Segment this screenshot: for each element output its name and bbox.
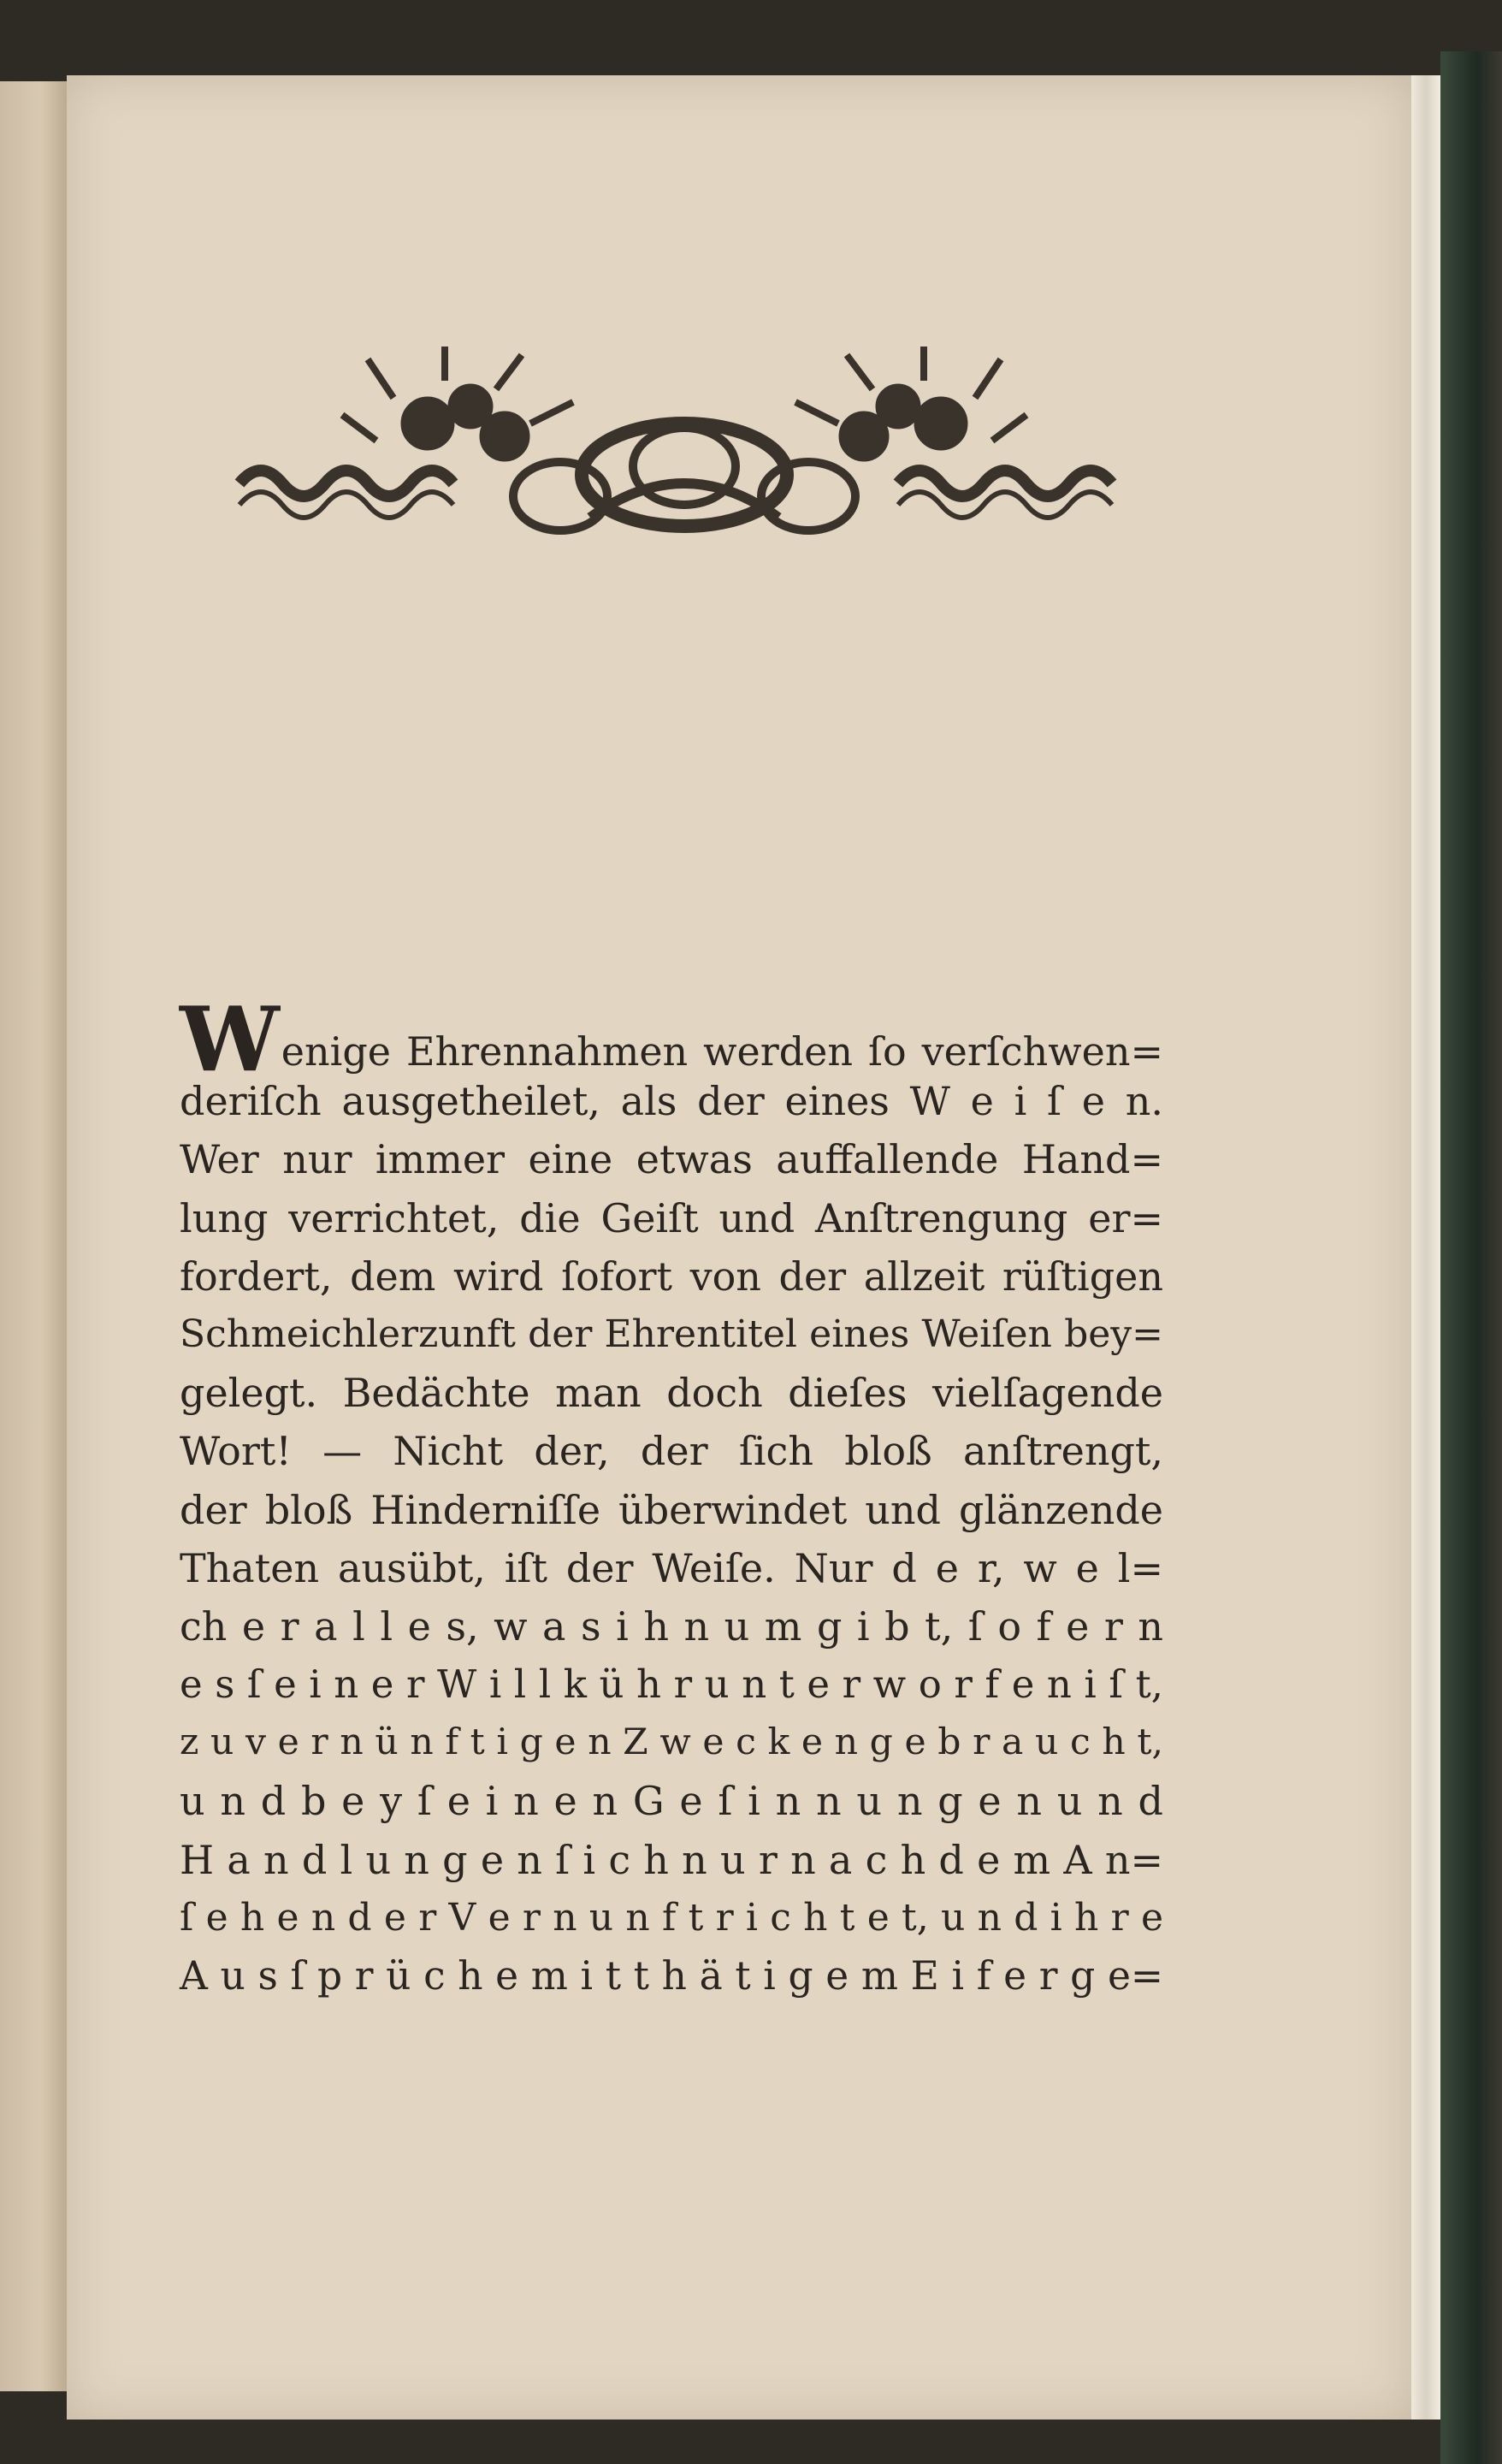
facing-page-edge <box>0 81 68 2391</box>
text-line-12: e s ſ e i n e r W i l l k ü h r u n t e r w o r f e n i ſ t, <box>180 1661 1163 1708</box>
page-block-edge <box>1411 75 1440 2420</box>
text-line-10: Thaten ausübt, iſt der Weiſe. Nur d e r, w e l= <box>180 1544 1163 1591</box>
text-line-1 <box>180 986 1163 1092</box>
text-line-5: fordert, dem wird ſofort von der allzeit rüſtigen <box>180 1253 1163 1300</box>
line-content: enige Ehrennahmen werden ſo verſchwen= <box>281 1028 1163 1075</box>
body-text <box>180 986 1163 2005</box>
text-line-8: Wort! — Nicht der, der ſich bloß anſtrengt, <box>180 1428 1163 1475</box>
text-line-15: H a n d l u n g e n ſ i c h n u r n a c h d e m A n= <box>180 1836 1163 1883</box>
text-line-3: Wer nur immer eine etwas auffallende Hand= <box>180 1136 1163 1183</box>
text-line-17: A u s ſ p r ü c h e m i t t h ä t i g e m E i f e r g e= <box>180 1953 1163 1999</box>
drop-cap: W <box>180 986 280 1092</box>
text-line-9: der bloß Hinderniſſe überwindet und glänzende <box>180 1486 1163 1533</box>
text-line-7: gelegt. Bedächte man doch dieſes vielſagende <box>180 1370 1163 1417</box>
book-binding <box>1440 51 1502 2464</box>
text-line-11: ch e r a l l e s, w a s i h n u m g i b t, ſ o f e r n <box>180 1602 1163 1650</box>
text-line-2: deriſch ausgetheilet, als der eines W e i ſ e n. <box>180 1078 1163 1125</box>
text-line-16: ſ e h e n d e r V e r n u n f t r i c h t e t, u n d i h r e <box>180 1895 1163 1940</box>
floral-ribbon-headpiece-icon <box>222 346 1146 552</box>
text-line-14: u n d b e y ſ e i n e n G e ſ i n n u n g e n u n d <box>180 1778 1163 1825</box>
text-line-4: lung verrichtet, die Geiſt und Anſtrengung er= <box>180 1194 1163 1241</box>
text-line-13: z u v e r n ü n f t i g e n Z w e c k e n g e b r a u c h t, <box>180 1721 1163 1764</box>
text-line-6: Schmeichlerzunft der Ehrentitel eines Weiſen bey= <box>180 1312 1163 1356</box>
